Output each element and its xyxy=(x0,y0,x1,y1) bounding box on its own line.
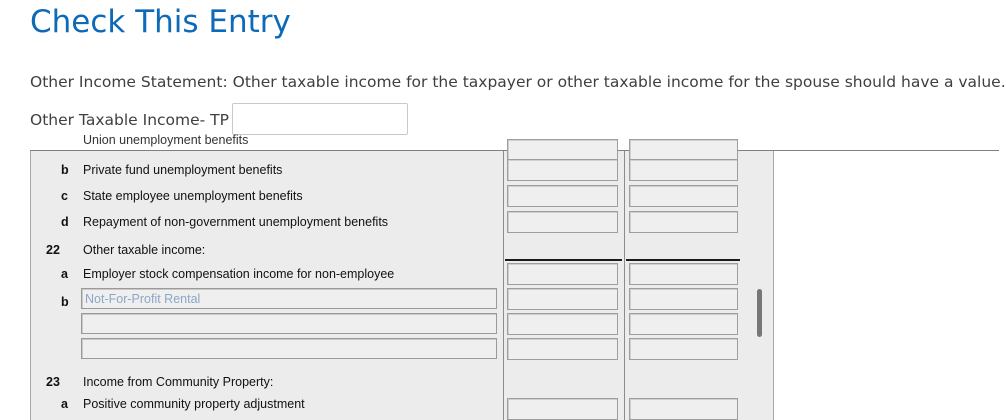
row-description: Other taxable income: xyxy=(83,243,206,257)
section-divider xyxy=(505,259,622,261)
amount-field[interactable] xyxy=(507,398,618,420)
amount-field[interactable] xyxy=(629,185,738,207)
amount-field[interactable] xyxy=(629,398,738,420)
amount-field[interactable] xyxy=(507,159,618,181)
amount-field[interactable] xyxy=(629,338,738,360)
description-input[interactable] xyxy=(81,288,497,309)
row-letter: b xyxy=(61,163,69,177)
form-row-22b xyxy=(31,288,773,310)
row-description: Repayment of non-government unemployment benefits xyxy=(83,215,389,229)
description-input[interactable] xyxy=(81,338,497,359)
amount-field[interactable] xyxy=(629,263,738,285)
row-description: Positive community property adjustment xyxy=(83,397,305,411)
row-letter: a xyxy=(61,267,68,281)
line-number: 23 xyxy=(46,375,60,389)
amount-field[interactable] xyxy=(629,159,738,181)
row-letter: a xyxy=(61,397,68,411)
row-description: Private fund unemployment benefits xyxy=(83,163,283,177)
row-description: Employer stock compensation income for non-employee xyxy=(83,267,395,281)
amount-field[interactable] xyxy=(507,338,618,360)
form-pane xyxy=(30,133,999,420)
amount-field[interactable] xyxy=(507,313,618,335)
section-divider xyxy=(626,259,740,261)
amount-field[interactable] xyxy=(507,263,618,285)
row-letter: d xyxy=(61,215,69,229)
row-description: Union unemployment benefits xyxy=(83,133,249,147)
row-letter: b xyxy=(61,295,69,309)
line-number: 22 xyxy=(46,243,60,257)
amount-field[interactable] xyxy=(629,313,738,335)
form-row-c xyxy=(31,185,773,207)
description-input[interactable] xyxy=(81,313,497,334)
other-taxable-income-label: Other Taxable Income- TP xyxy=(30,111,229,129)
form-row-22c xyxy=(31,313,773,335)
error-message: Other Income Statement: Other taxable income for the taxpayer or other taxable income for the spouse should have a value. xyxy=(30,73,1006,91)
scrollbar-thumb[interactable] xyxy=(757,289,762,337)
amount-field[interactable] xyxy=(629,139,738,161)
form-sheet xyxy=(30,133,774,420)
form-row-22a xyxy=(31,263,773,285)
form-row-23a xyxy=(31,392,773,414)
row-letter: c xyxy=(61,189,68,203)
row-description: State employee unemployment benefits xyxy=(83,189,303,203)
amount-field[interactable] xyxy=(507,185,618,207)
form-row-d xyxy=(31,211,773,233)
other-taxable-income-input[interactable] xyxy=(232,103,408,135)
form-row-22 xyxy=(31,239,773,261)
form-row-cut xyxy=(31,133,773,161)
amount-field[interactable] xyxy=(629,211,738,233)
form-row-23 xyxy=(31,371,773,393)
amount-field[interactable] xyxy=(629,288,738,310)
row-description: Income from Community Property: xyxy=(83,375,274,389)
form-row-22d xyxy=(31,338,773,360)
amount-field[interactable] xyxy=(507,288,618,310)
page-title: Check This Entry xyxy=(30,4,291,40)
amount-field[interactable] xyxy=(507,211,618,233)
amount-field[interactable] xyxy=(507,139,618,161)
form-row-b xyxy=(31,159,773,181)
